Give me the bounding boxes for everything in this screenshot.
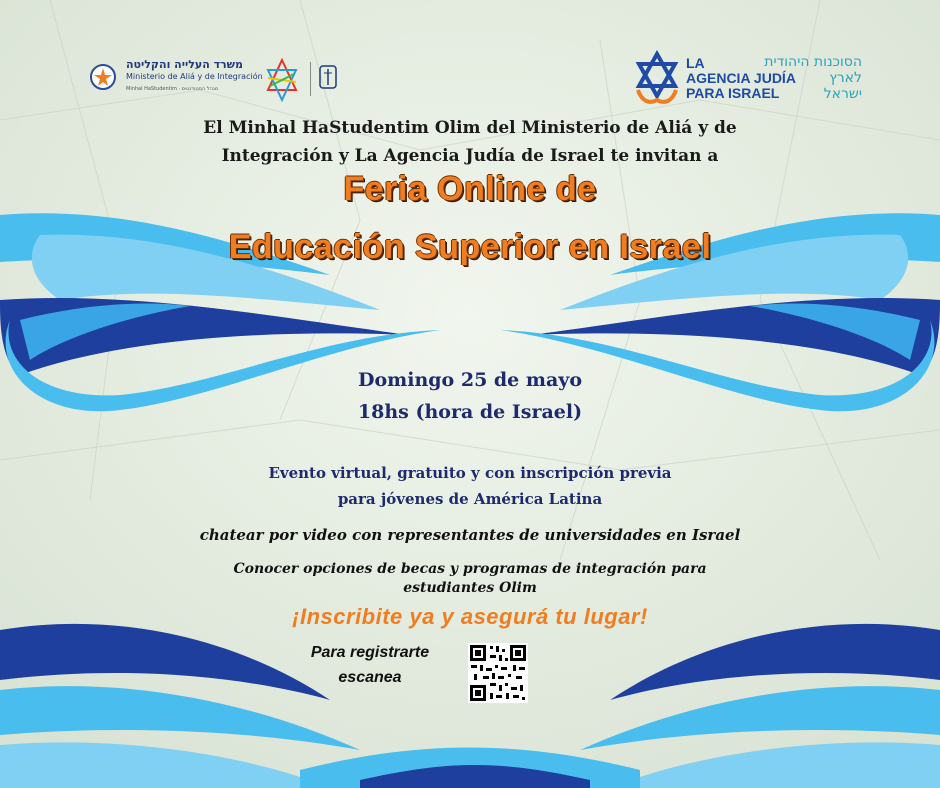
chat-description: chatear por video con representantes de universidades en Israel (199, 526, 741, 544)
state-emblem-icon (318, 64, 338, 90)
jewish-agency-logo (632, 50, 862, 110)
ministry-name-spanish: Ministerio de Aliá y de Integración (126, 72, 263, 81)
agency-name-hebrew: הסוכנות היהודית לארץ ישראל (764, 54, 862, 102)
headline-line-2: Educación Superior en Israel (228, 228, 712, 266)
intro-text: El Minhal HaStudentim Olim del Ministerio de Aliá y de Integración y La Agencia Judía de Israel te invitan a (203, 118, 737, 166)
logo-divider (310, 62, 311, 96)
wave-lower-left-mid (0, 742, 330, 788)
event-time: 18hs (hora de Israel) (357, 401, 583, 423)
event-info-line-2: para jóvenes de América Latina (337, 490, 603, 508)
ministry-logo (88, 58, 358, 106)
scholarship-description: Conocer opciones de becas y programas de integración para estudiantes Olim (233, 561, 707, 596)
event-date: Domingo 25 de mayo (357, 369, 583, 391)
wave-lower-right-mid (610, 742, 940, 788)
wave-lower-right-light (580, 686, 940, 750)
headline-line-1: Feria Online de (343, 170, 597, 208)
registration-qr-code[interactable] (468, 643, 528, 703)
register-instructions: Para registrarte escanea (310, 644, 430, 686)
call-to-action: ¡Inscribite ya y asegurá tu lugar! (292, 604, 648, 629)
star-of-david-hands-icon (632, 50, 682, 106)
ministry-subtitle: Minhal HaStudentim · מנהל הסטודנטים (126, 86, 219, 92)
ministry-name-hebrew: משרד העלייה והקליטה (126, 58, 243, 71)
event-info-line-1: Evento virtual, gratuito y con inscripción previa (268, 464, 672, 482)
ministry-emblem-icon (88, 62, 118, 92)
agency-name-spanish: LA AGENCIA JUDÍA PARA ISRAEL (686, 55, 796, 101)
wave-lower-left-light (0, 686, 360, 750)
student-authority-star-icon (260, 58, 304, 102)
